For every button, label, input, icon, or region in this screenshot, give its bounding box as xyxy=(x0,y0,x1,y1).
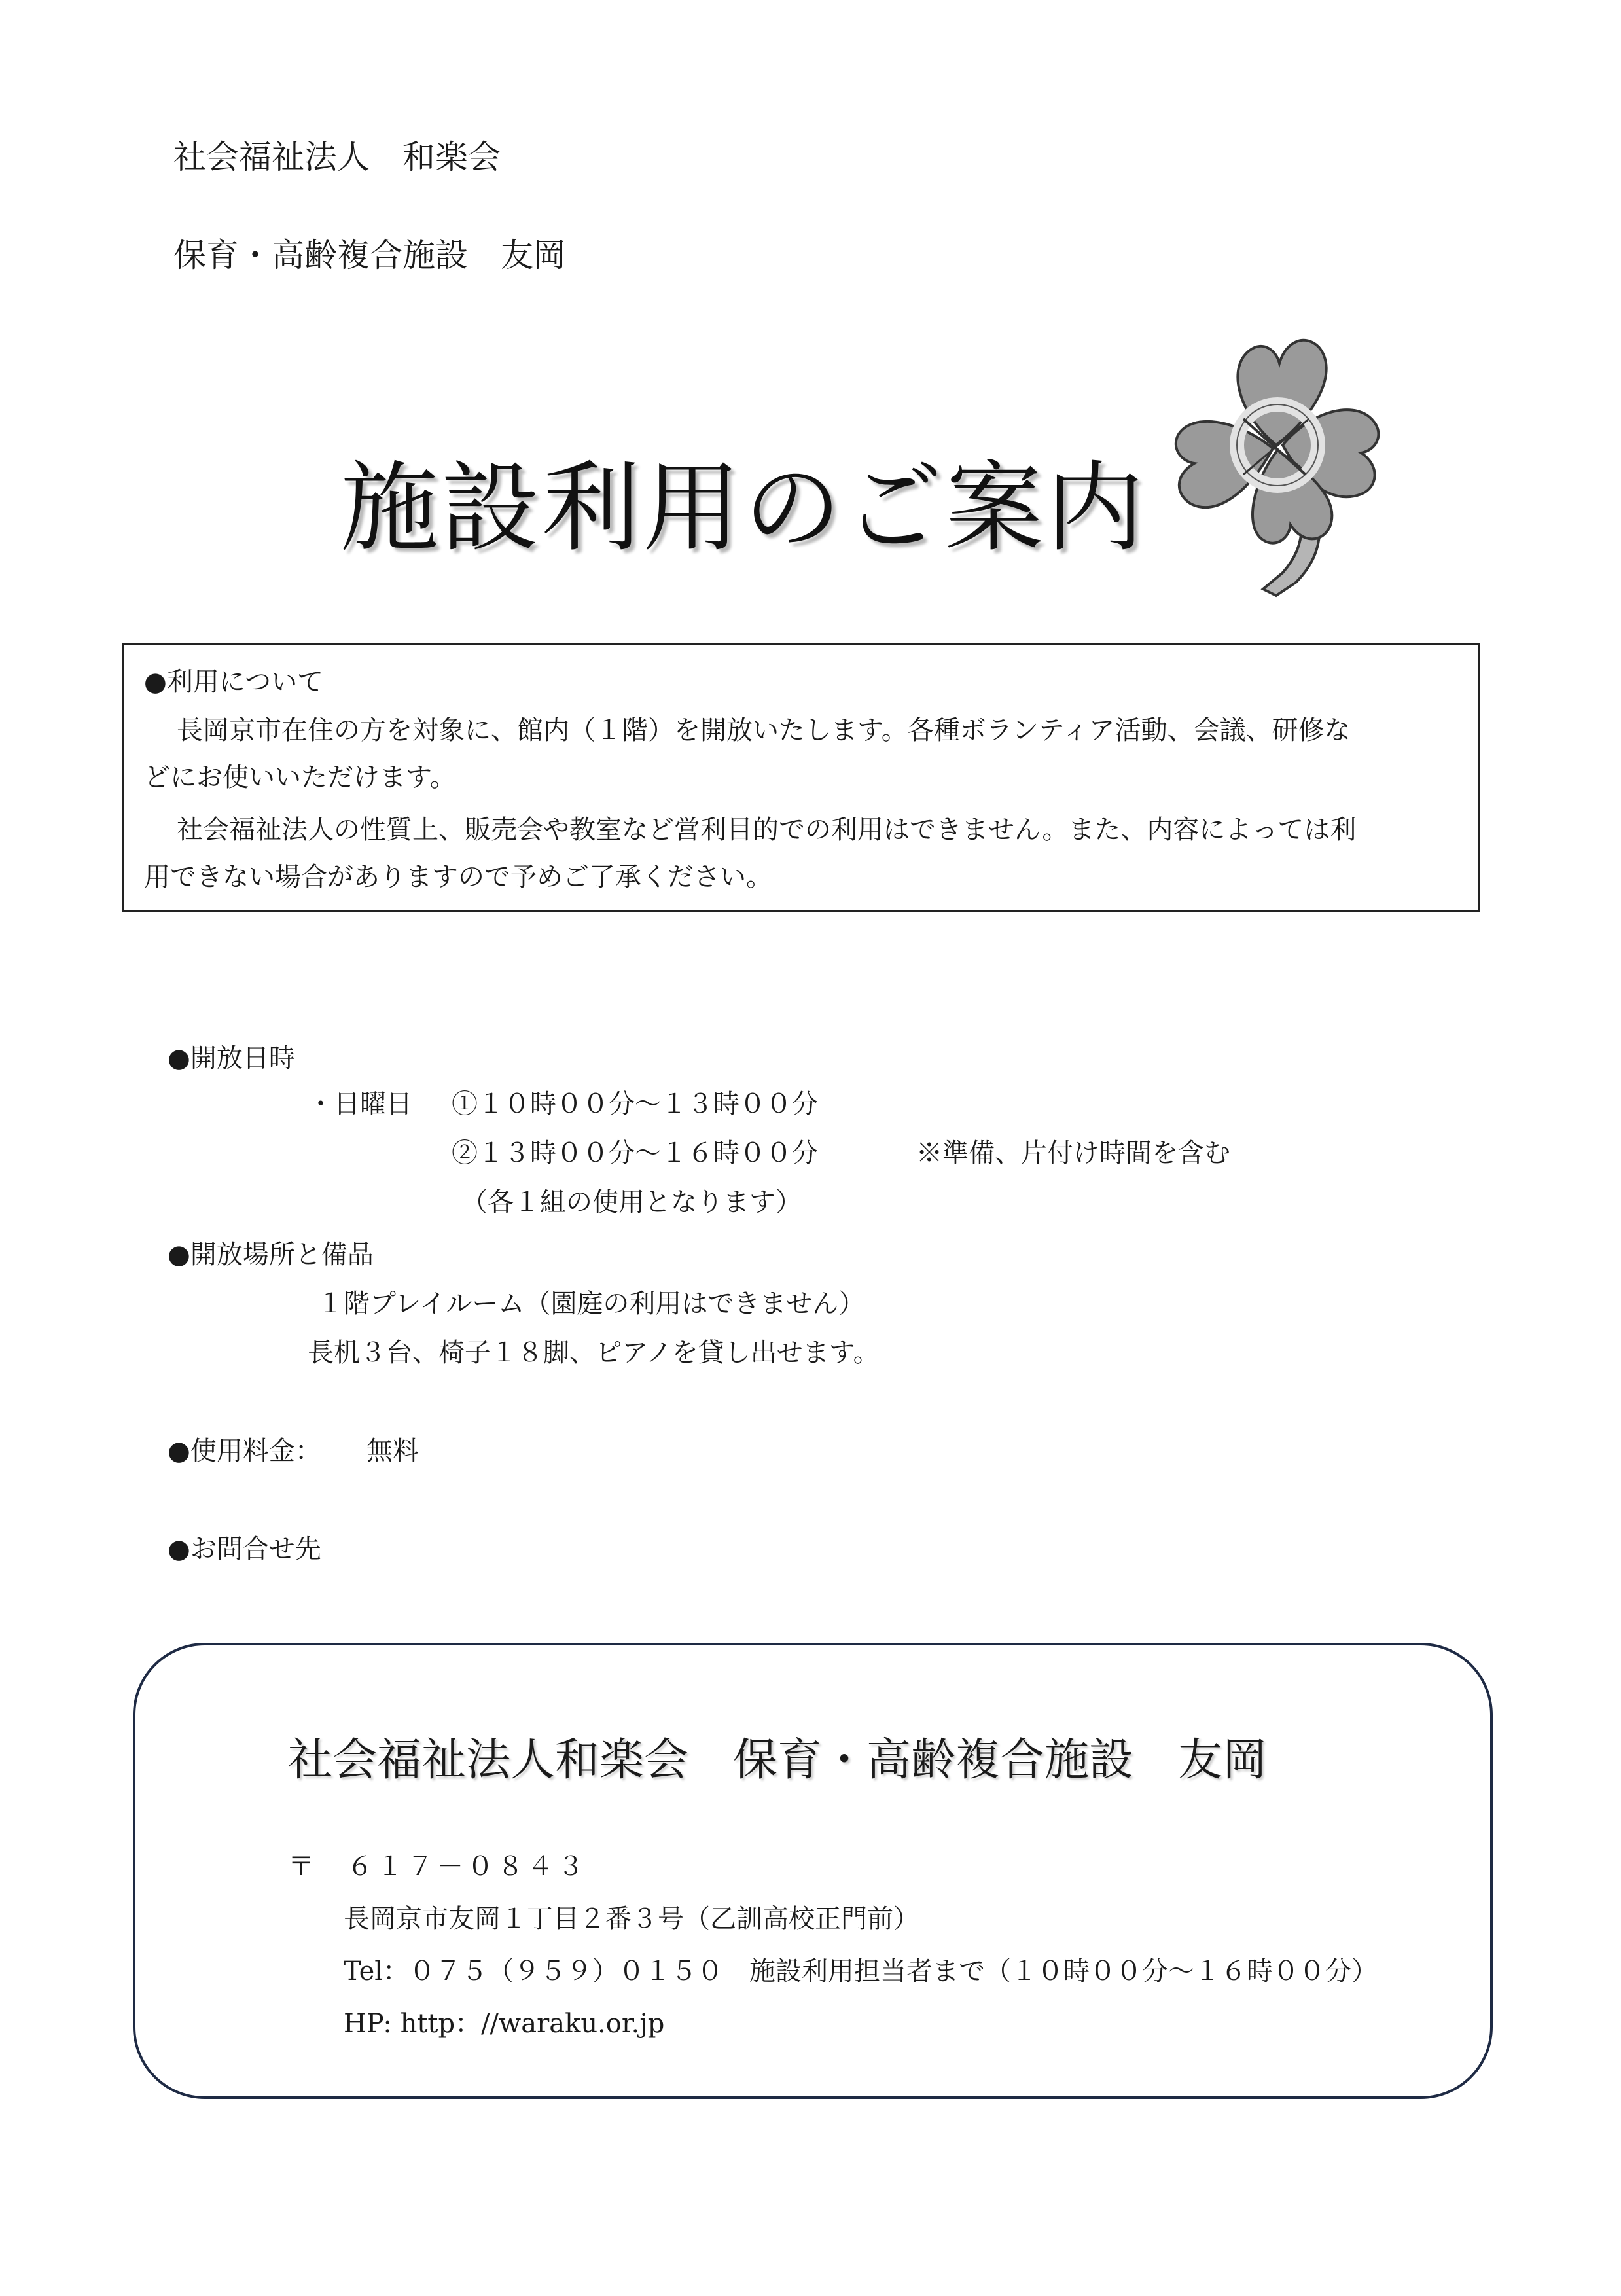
hours-slot-2: ②１３時００分～１６時００分 xyxy=(452,1138,818,1168)
postal-code: ６１７－０８４３ xyxy=(347,1852,588,1882)
notice-paragraph-1-line-2: どにお使いいただけます。 xyxy=(144,762,456,793)
place-equipment: 長机３台、椅子１８脚、ピアノを貸し出せます。 xyxy=(308,1338,880,1368)
postal-mark-icon: 〒 xyxy=(288,1852,314,1882)
contact-heading: ●お問合せ先 xyxy=(168,1534,321,1564)
facility-name: 保育・高齢複合施設 友岡 xyxy=(173,236,566,274)
place-room: １階プレイルーム（園庭の利用はできません） xyxy=(317,1289,865,1319)
hours-heading: ●開放日時 xyxy=(168,1043,295,1073)
telephone: Tel：０７５（９５９）０１５０ 施設利用担当者まで（１０時００分～１６時００分） xyxy=(344,1956,1378,1986)
notice-paragraph-2-line-1: 社会福祉法人の性質上、販売会や教室など営利目的での利用はできません。また、内容によっては利 xyxy=(177,815,1357,845)
hours-usage-note: （各１組の使用となります） xyxy=(461,1187,802,1217)
homepage-link[interactable]: HP: http：//waraku.or.jp xyxy=(344,2009,665,2039)
hours-note: ※準備、片付け時間を含む xyxy=(916,1138,1230,1168)
fee-heading: ●使用料金： xyxy=(168,1436,321,1466)
notice-heading: ●利用について xyxy=(144,667,324,697)
page-title: 施設利用のご案内 xyxy=(340,452,1147,565)
four-leaf-clover-icon xyxy=(1165,314,1400,622)
hours-slot-1: ①１０時００分～１３時００分 xyxy=(452,1089,818,1119)
place-heading: ●開放場所と備品 xyxy=(168,1240,374,1270)
notice-paragraph-2-line-2: 用できない場合がありますので予めご了承ください。 xyxy=(144,862,772,892)
contact-box xyxy=(133,1643,1493,2099)
notice-paragraph-1-line-1: 長岡京市在住の方を対象に、館内（１階）を開放いたします。各種ボランティア活動、会議、研修な xyxy=(177,715,1351,745)
address: 長岡京市友岡１丁目２番３号（乙訓高校正門前） xyxy=(344,1904,919,1934)
org-name: 社会福祉法人 和楽会 xyxy=(173,138,501,176)
hours-day: ・日曜日 xyxy=(308,1089,412,1119)
fee-value: 無料 xyxy=(366,1436,419,1466)
contact-org-name: 社会福祉法人和楽会 保育・高齢複合施設 友岡 xyxy=(288,1734,1268,1786)
